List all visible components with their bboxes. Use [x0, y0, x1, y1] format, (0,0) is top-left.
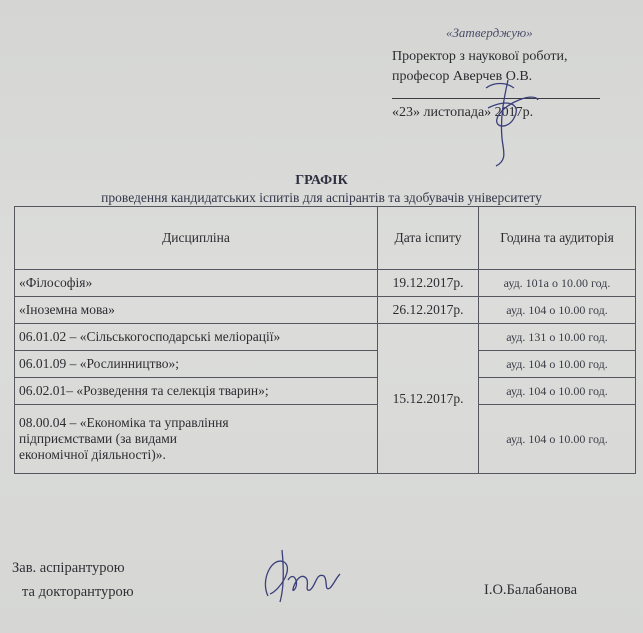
table-row: [15, 270, 636, 297]
room-cell: ауд. 104 о 10.00 год.: [479, 297, 636, 324]
header-date: Дата іспиту: [378, 207, 479, 270]
header-time-room: Година та аудиторія: [479, 207, 636, 270]
table-row: [15, 351, 636, 378]
footer-position-line2: та докторантурою: [22, 584, 134, 600]
room-cell: ауд. 104 о 10.00 год.: [479, 378, 636, 405]
merged-date-cell: 15.12.2017р.: [378, 324, 479, 474]
approval-date: «23» листопада» 2017р.: [392, 105, 534, 120]
approver-position: Проректор з наукової роботи,: [392, 49, 568, 64]
discipline-cell: 06.02.01– «Розведення та селекція тварин»;: [15, 378, 378, 405]
approval-stamp: «Затверджую»: [446, 25, 533, 40]
discipline-cell: «Іноземна мова»: [15, 297, 378, 324]
table-row: [15, 297, 636, 324]
discipline-cell: [15, 405, 378, 474]
table-row: [15, 324, 636, 351]
date-cell: 26.12.2017р.: [378, 297, 479, 324]
table-row: [15, 378, 636, 405]
room-cell: ауд. 131 о 10.00 год.: [479, 324, 636, 351]
header-discipline: Дисципліна: [15, 207, 378, 270]
discipline-cell: 06.01.09 – «Рослинництво»;: [15, 351, 378, 378]
table-header-row: [15, 207, 636, 270]
room-cell: ауд. 104 о 10.00 год.: [479, 351, 636, 378]
discipline-cell: 06.01.02 – «Сільськогосподарські меліорації»: [15, 324, 378, 351]
approver-signature-icon: [478, 78, 548, 168]
head-signature-icon: [254, 540, 344, 610]
room-cell: ауд. 104 о 10.00 год.: [479, 405, 636, 474]
table-row: [15, 405, 636, 474]
discipline-line-1: 08.00.04 – «Економіка та управління: [19, 415, 229, 430]
approver-name: професор Аверчев О.В.: [392, 69, 533, 84]
discipline-line-3: економічної діяльності)».: [19, 447, 166, 462]
discipline-cell: «Філософія»: [15, 270, 378, 297]
document-title: ГРАФІК: [295, 173, 348, 188]
exam-schedule-table: [14, 206, 636, 474]
room-cell: ауд. 101а о 10.00 год.: [479, 270, 636, 297]
footer-position-line1: Зав. аспірантурою: [12, 560, 125, 576]
discipline-line-2: підприємствами (за видами: [19, 431, 178, 446]
document-subtitle: проведення кандидатських іспитів для аспірантів та здобувачів університету: [101, 190, 542, 205]
date-cell: 19.12.2017р.: [378, 270, 479, 297]
footer-name: І.О.Балабанова: [484, 582, 578, 598]
